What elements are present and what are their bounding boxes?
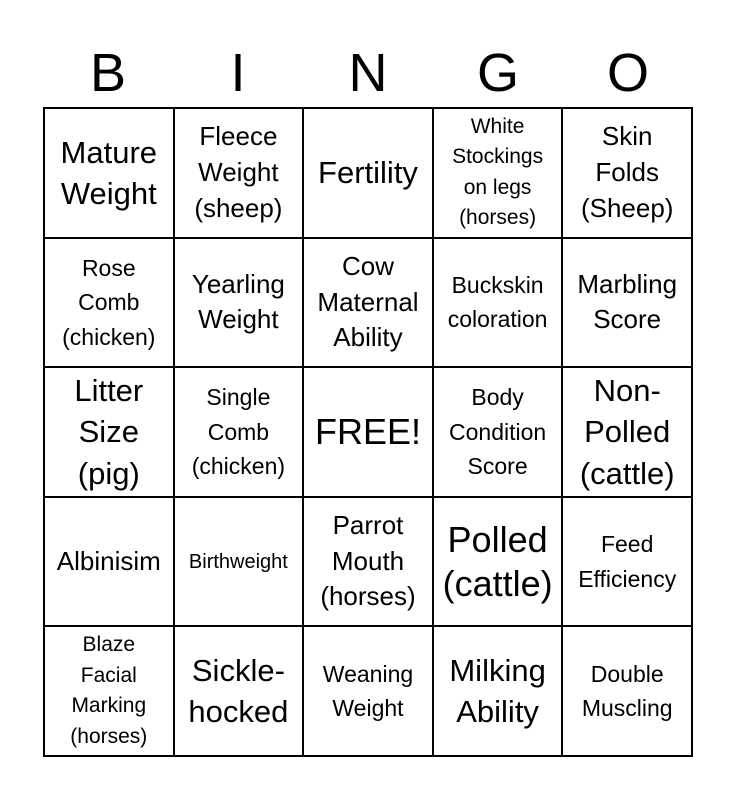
header-letter-b: B <box>89 43 127 103</box>
cell-text: Non- Polled (cattle) <box>579 373 675 491</box>
bingo-cell[interactable] <box>304 498 434 628</box>
bingo-cell[interactable] <box>434 627 564 757</box>
bingo-cell[interactable] <box>304 239 434 369</box>
bingo-cell[interactable] <box>175 109 305 239</box>
cell-text: Sickle- hocked <box>188 652 289 730</box>
cell-text: Litter Size (pig) <box>74 373 144 491</box>
bingo-cell[interactable] <box>45 498 175 628</box>
cell-text: Buckskin coloration <box>447 271 548 333</box>
bingo-cell[interactable] <box>304 627 434 757</box>
cell-text: Skin Folds (Sheep) <box>580 121 674 223</box>
bingo-cell[interactable] <box>563 368 693 498</box>
cell-text: Yearling Weight <box>191 268 285 335</box>
header-letter-g: G <box>476 43 519 103</box>
header-letter-n: N <box>348 43 388 103</box>
bingo-cell[interactable] <box>45 627 175 757</box>
bingo-cell[interactable] <box>175 627 305 757</box>
bingo-cell[interactable] <box>563 627 693 757</box>
free-space[interactable] <box>304 368 434 498</box>
cell-text: Fertility <box>318 155 418 191</box>
bingo-cell[interactable] <box>45 239 175 369</box>
cell-text: Feed Efficiency <box>578 531 677 592</box>
bingo-cell[interactable] <box>434 109 564 239</box>
bingo-cell[interactable] <box>434 368 564 498</box>
bingo-cell[interactable] <box>175 368 305 498</box>
header-letter-o: O <box>606 43 649 103</box>
cell-text: Weaning Weight <box>322 660 414 722</box>
bingo-cell[interactable] <box>563 239 693 369</box>
cell-text: FREE! <box>314 411 421 453</box>
cell-text: White Stockings on legs (horses) <box>452 114 544 230</box>
bingo-card-grid <box>43 107 693 757</box>
header-letter-i: I <box>230 43 246 103</box>
cell-text: Polled (cattle) <box>442 519 553 604</box>
cell-text: Milking Ability <box>449 652 546 730</box>
cell-text: Mature Weight <box>60 134 158 211</box>
cell-text: Fleece Weight (sheep) <box>194 121 283 223</box>
cell-text: Birthweight <box>188 550 288 573</box>
cell-text: Single Comb (chicken) <box>191 384 286 480</box>
bingo-cell[interactable] <box>175 239 305 369</box>
cell-text: Parrot Mouth (horses) <box>320 510 416 612</box>
bingo-cell[interactable] <box>175 498 305 628</box>
bingo-cell[interactable] <box>563 498 693 628</box>
cell-text: Double Muscling <box>581 660 673 722</box>
bingo-cell[interactable] <box>45 368 175 498</box>
bingo-cell[interactable] <box>304 109 434 239</box>
cell-text: Marbling Score <box>577 268 678 335</box>
bingo-cell[interactable] <box>563 109 693 239</box>
bingo-cell[interactable] <box>45 109 175 239</box>
cell-text: Rose Comb (chicken) <box>62 254 156 350</box>
cell-text: Body Condition Score <box>449 384 547 480</box>
cell-text: Albinisim <box>56 545 161 576</box>
cell-text: Cow Maternal Ability <box>317 250 419 353</box>
cell-text: Blaze Facial Marking (horses) <box>70 633 148 748</box>
bingo-cell[interactable] <box>434 239 564 369</box>
bingo-cell[interactable] <box>434 498 564 628</box>
bingo-header <box>43 40 693 106</box>
